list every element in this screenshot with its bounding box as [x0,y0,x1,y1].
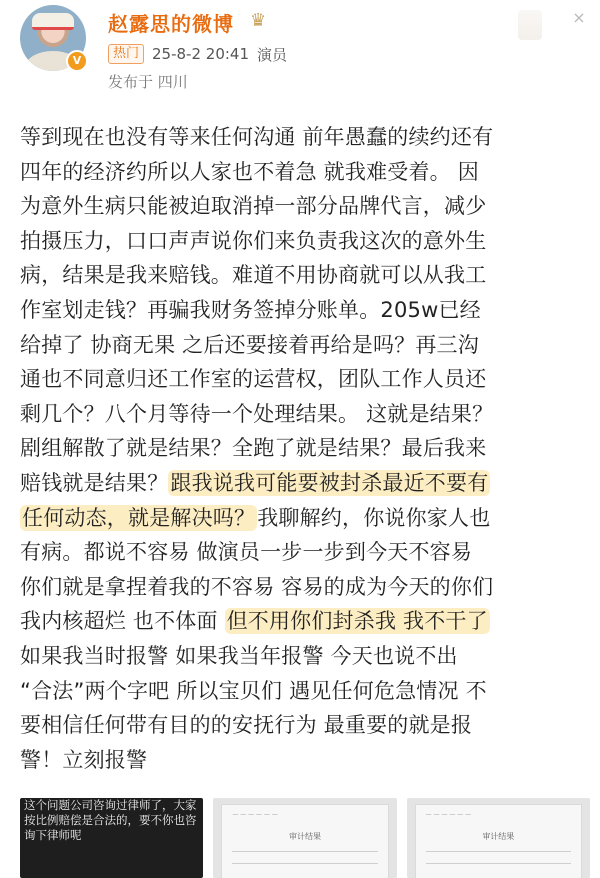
post-text: 你们就是拿捏着我的不容易 容易的成为今天的你们 [20,574,494,599]
image-thumbnail-document[interactable] [213,798,396,878]
document-header: — — — — — — [425,811,472,818]
avatar-visor [32,13,74,30]
document-rule [426,863,571,864]
highlighted-text: 但不用你们封杀我 我不干了 [226,609,488,634]
post-line [20,501,590,536]
post-text: 我内核超烂 也不体面 [20,609,225,634]
post-text: 如果我当时报警 如果我当年报警 今天也说不出 [20,643,458,668]
post-text: 通也不同意归还工作室的运营权，团队工作人员还 [20,367,487,392]
post-line [20,639,590,674]
document-rule [232,863,377,864]
more-icon[interactable]: × [572,8,586,27]
post-line [20,120,590,155]
document-rule [232,851,377,852]
post-line [20,328,590,363]
post-location: 发布于 四川 [108,73,188,91]
post-text: 有病。都说不容易 做演员一步一步到今天不容易 [20,540,473,565]
post-text: 病，结果是我来赔钱。难道不用协商就可以从我工 [20,263,487,288]
post-meta [108,43,287,65]
document-page [415,804,582,878]
highlighted-text: 跟我说我可能要被封杀最近不要有 [170,470,489,495]
username[interactable]: 赵露思的微博 [108,12,234,36]
post-text: 拍摄压力，口口声声说你们来负责我这次的意外生 [20,228,487,253]
image-thumbnail-chat[interactable] [20,798,203,878]
post-text: 作室划走钱？再骗我财务签掉分账单。205w已经 [20,297,481,322]
post-line [20,570,590,605]
post-line [20,189,590,224]
post-line [20,362,590,397]
image-grid [20,798,590,878]
post-text: 四年的经济约所以人家也不着急 就我难受着。 因 [20,159,479,184]
post-text: 警！立刻报警 [20,747,148,772]
post-text: 为意外生病只能被迫取消掉一部分品牌代言，减少 [20,194,487,219]
crown-icon: ♛ [250,10,267,31]
post-line [20,224,590,259]
post-line [20,466,590,501]
document-page [221,804,388,878]
post-line [20,743,590,778]
post-line [20,293,590,328]
document-rule [426,851,571,852]
post-text: 赔钱就是结果？ [20,470,169,495]
post-text: 等到现在也没有等来任何沟通 前年愚蠢的续约还有 [20,125,494,149]
document-header: — — — — — — [232,811,278,818]
post-line [20,674,590,709]
post-text: 我聊解约，你说你家人也 [257,505,491,530]
post-line [20,397,590,432]
post-line [20,431,590,466]
post-line [20,708,590,743]
verified-badge-icon: V [66,50,88,72]
post-text: “合法”两个字吧 所以宝贝们 遇见任何危急情况 不 [20,678,487,703]
post-text: 给掉了 协商无果 之后还要接着再给是吗？再三沟 [20,332,479,357]
image-thumbnail-document[interactable] [407,798,590,878]
post-body [20,120,590,777]
post-text: 剩几个？八个月等待一个处理结果。 这就是结果？ [20,401,494,426]
user-role: 演员 [257,45,288,64]
document-title: 审计结果 [288,832,321,841]
post-line [20,258,590,293]
post-line [20,535,590,570]
background-decoration [518,10,542,40]
hot-tag[interactable]: 热门 [108,44,144,64]
chat-screenshot-text: 这个问题公司咨询过律师了，大家按比例赔偿是合法的，要不你也咨询下律师呢 [24,798,197,842]
post-line [20,155,590,190]
post-line [20,604,590,639]
document-title: 审计结果 [482,832,515,841]
post-text: 要相信任何带有目的的安抚行为 最重要的就是报 [20,713,473,738]
post-text: 剧组解散了就是结果？全跑了就是结果？最后我来 [20,436,487,461]
post-datetime: 25-8-2 20:41 [152,45,250,63]
highlighted-text: 任何动态，就是解决吗？ [22,505,256,530]
